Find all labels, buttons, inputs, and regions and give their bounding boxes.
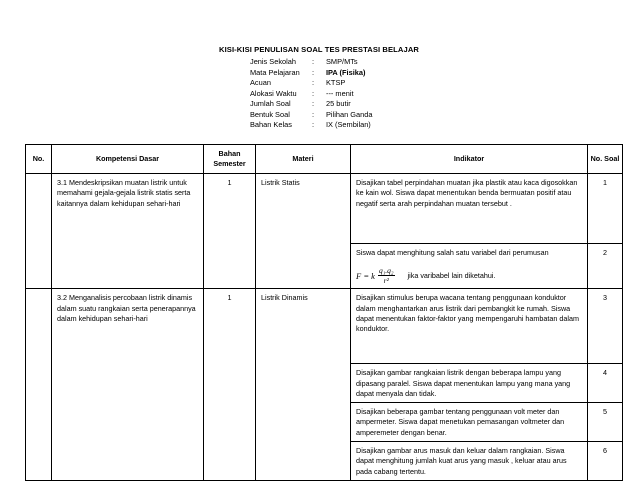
cell-no: [26, 289, 52, 481]
info-label: Mata Pelajaran: [250, 67, 300, 77]
info-row-alokasi-waktu: [250, 89, 372, 100]
no-soal-text: 1: [603, 178, 607, 187]
info-separator: :: [312, 88, 315, 98]
info-value: IPA (Fisika): [326, 67, 366, 77]
formula-tail: jika varibabel lain diketahui.: [407, 270, 496, 280]
kd-text: 3.1 Mendeskripsikan muatan listrik untuk memahami gejala-gejala listrik statis serta kaitannya dalam kehidupan sehari-hari: [57, 178, 191, 208]
info-label: Bahan Kelas: [250, 120, 292, 129]
materi-text: Listrik Dinamis: [261, 293, 308, 303]
info-block: [250, 57, 372, 131]
no-soal-text: 5: [603, 407, 607, 417]
cell-materi: [256, 174, 351, 289]
cell-no-soal: [588, 403, 623, 442]
cell-no-soal: [588, 289, 623, 364]
info-row-mata-pelajaran: [250, 68, 372, 79]
indikator-text: Disajikan gambar arus masuk dan keluar dalam rangkaian. Siswa dapat menghitung jumlah kuat arus yang masuk , keluar atau arus pada cabang tertentu.: [356, 446, 567, 476]
info-label: Acuan: [250, 78, 271, 87]
cell-indikator: [351, 442, 588, 481]
info-separator: :: [312, 109, 315, 119]
info-row-jumlah-soal: [250, 99, 372, 110]
table-header-row: [26, 145, 623, 174]
header-bahan-semester: Bahan Semester: [204, 145, 256, 174]
header-kompetensi-dasar: Kompetensi Dasar: [52, 145, 204, 174]
table-row: [26, 289, 623, 364]
info-row-bentuk-soal: [250, 110, 372, 121]
info-value: SMP/MTs: [326, 57, 358, 66]
cell-no-soal: [588, 174, 623, 244]
formula-denominator: r²: [383, 276, 389, 286]
cell-indikator: [351, 244, 588, 289]
indikator-formula-cell: [351, 244, 587, 288]
cell-indikator: [351, 364, 588, 403]
document-title: KISI-KISI PENULISAN SOAL TES PRESTASI BELAJAR: [219, 45, 419, 54]
materi-text: Listrik Statis: [261, 178, 300, 187]
info-separator: :: [312, 67, 315, 77]
no-soal-text: 6: [603, 446, 607, 456]
cell-indikator: [351, 174, 588, 244]
info-separator: :: [312, 78, 315, 87]
info-row-jenis-sekolah: [250, 57, 372, 68]
info-label: Bentuk Soal: [250, 109, 290, 119]
cell-materi: [256, 289, 351, 481]
cell-no: [26, 174, 52, 289]
info-separator: :: [312, 99, 315, 108]
info-label: Alokasi Waktu: [250, 88, 297, 98]
cell-semester: [204, 289, 256, 481]
cell-no-soal: [588, 244, 623, 289]
header-indikator: Indikator: [351, 145, 588, 174]
cell-no-soal: [588, 442, 623, 481]
cell-no-soal: [588, 364, 623, 403]
info-label: Jumlah Soal: [250, 99, 291, 108]
cell-kompetensi-dasar: [52, 174, 204, 289]
info-row-acuan: [250, 78, 372, 89]
cell-indikator: [351, 403, 588, 442]
no-soal-text: 3: [603, 293, 607, 303]
info-value: IX (Sembilan): [326, 120, 371, 129]
info-separator: :: [312, 57, 315, 66]
info-value: --- menit: [326, 88, 354, 98]
semester-text: 1: [227, 293, 232, 303]
formula-numerator: q₁.q₂: [378, 266, 394, 276]
indikator-text: Disajikan gambar rangkaian listrik dengan beberapa lampu yang dipasang paralel. Siswa dapat menentukan lampu yang mana yang dapat menyala dan tidak.: [356, 368, 571, 398]
indikator-text: Siswa dapat menghitung salah satu variabel dari perumusan: [356, 248, 549, 257]
cell-indikator: [351, 289, 588, 364]
cell-kompetensi-dasar: [52, 289, 204, 481]
no-soal-text: 4: [603, 368, 607, 378]
header-materi: Materi: [256, 145, 351, 174]
header-no: No.: [26, 145, 52, 174]
indikator-text: Disajikan tabel perpindahan muatan jika plastik atau kaca digosokkan ke kain wol. Siswa dapat menentukan benda bermuatan positif atau negatif serta arah perpindahan muatan tersebut .: [356, 178, 578, 208]
kisi-table: [25, 144, 623, 481]
kd-text: 3.2 Menganalisis percobaan listrik dinamis dalam suatu rangkaian serta penerapannya dalam kehidupan sehari-hari: [57, 293, 196, 323]
header-no-soal: No. Soal: [588, 145, 623, 174]
info-row-bahan-kelas: [250, 120, 372, 131]
no-soal-text: 2: [603, 248, 607, 257]
formula-fraction: [378, 266, 395, 285]
indikator-text: Disajikan beberapa gambar tentang penggunaan volt meter dan ampermeter. Siswa dapat menetukan pemasangan voltmeter dan amperemeter dengan benar.: [356, 407, 565, 437]
info-label: Jenis Sekolah: [250, 57, 297, 66]
coulomb-formula: [356, 266, 582, 285]
info-value: KTSP: [326, 78, 346, 87]
semester-text: 1: [227, 178, 232, 187]
info-separator: :: [312, 120, 315, 129]
table-row: [26, 174, 623, 244]
cell-semester: [204, 174, 256, 289]
indikator-text: Disajikan stimulus berupa wacana tentang penggunaan konduktor dalam menghantarkan arus listrik dari pembangkit ke rumah. Siswa dapat menentukan faktor-faktor yang mempengaruhi hambatan dalam konduktor.: [356, 293, 579, 334]
info-value: 25 butir: [326, 99, 351, 108]
info-value: Pilihan Ganda: [326, 109, 373, 119]
formula-lhs: F = k: [356, 270, 375, 281]
